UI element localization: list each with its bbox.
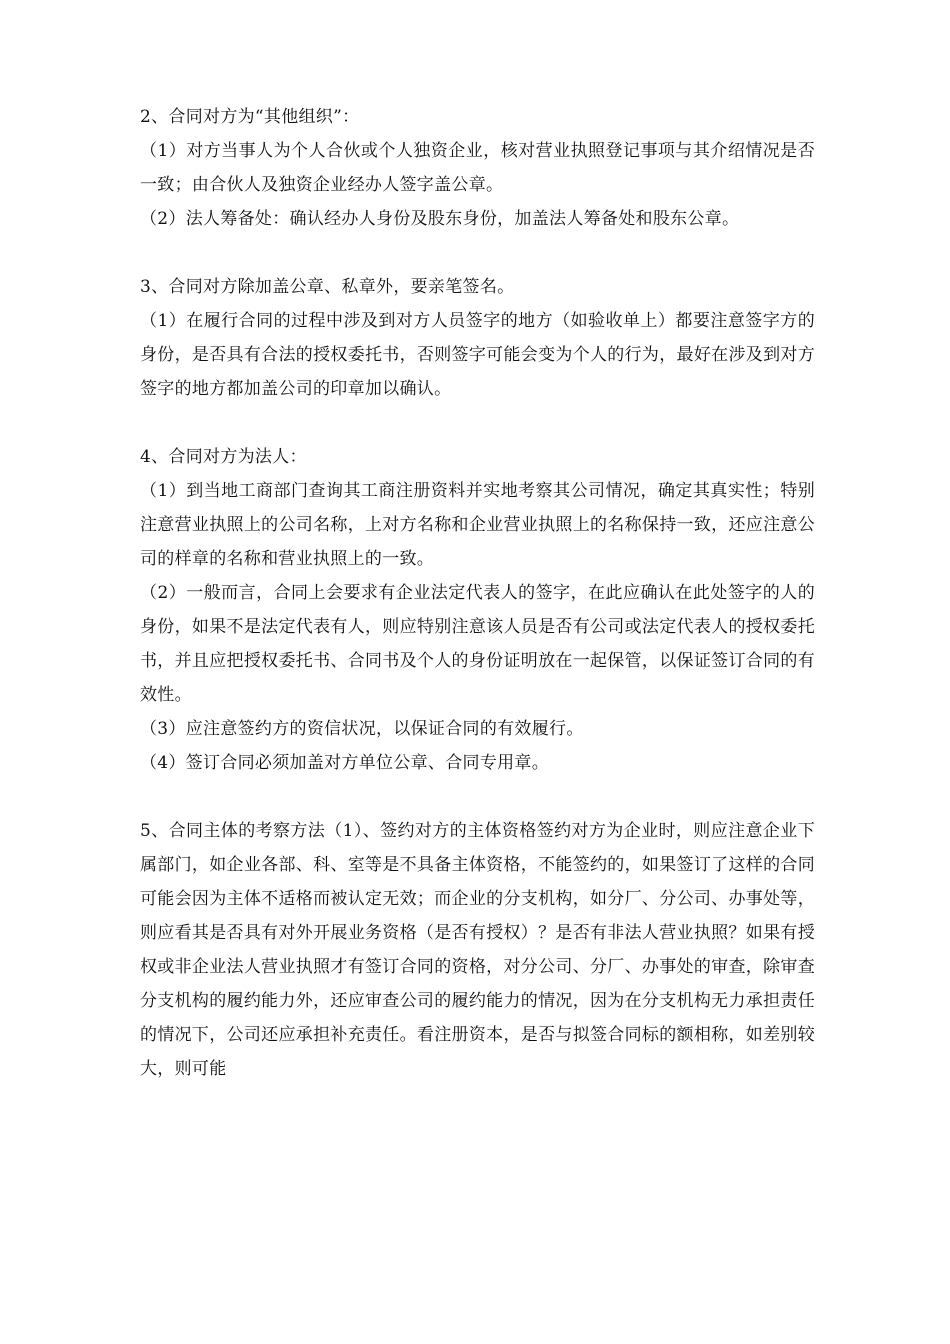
section-heading: 2、合同对方为“其他组织”： — [140, 107, 360, 127]
section-4 — [140, 440, 815, 780]
paragraph: （3）应注意签约方的资信状况，以保证合同的有效履行。 — [140, 719, 584, 739]
paragraph: （2）法人筹备处：确认经办人身份及股东身份，加盖法人筹备处和股东公章。 — [140, 209, 740, 229]
section-5 — [140, 814, 815, 1086]
paragraph: （4）签订合同必须加盖对方单位公章、合同专用章。 — [140, 753, 550, 773]
document-page — [140, 100, 815, 1120]
paragraph: 5、合同主体的考察方法（1）、签约对方的主体资格签约对方为企业时，则应注意企业下属部门，如企业各部、科、室等是不具备主体资格，不能签约的，如果签订了这样的合同可能会因为主体不适格而被认定无效；而企业的分支机构，如分厂、分公司、办事处等，则应看其是否具有对外开展业务资格（是否有授权）？是否有非法人营业执照？如果有授权或非企业法人营业执照才有签订合同的资格，对分公司、分厂、办事处的审查，除审查分支机构的履约能力外，还应审查公司的履约能力的情况，因为在分支机构无力承担责任的情况下，公司还应承担补充责任。看注册资本，是否与拟签合同标的额相称，如差别较大，则可能 — [140, 821, 815, 1079]
section-2 — [140, 100, 815, 236]
paragraph: （1）对方当事人为个人合伙或个人独资企业，核对营业执照登记事项与其介绍情况是否一致；由合伙人及独资企业经办人签字盖公章。 — [140, 141, 815, 195]
section-3 — [140, 270, 815, 406]
paragraph: （1）到当地工商部门查询其工商注册资料并实地考察其公司情况，确定其真实性；特别注意营业执照上的公司名称，上对方名称和企业营业执照上的名称保持一致，还应注意公司的样章的名称和营业执照上的一致。 — [140, 481, 815, 569]
paragraph: （2）一般而言，合同上会要求有企业法定代表人的签字，在此应确认在此处签字的人的身份，如果不是法定代表有人，则应特别注意该人员是否有公司或法定代表人的授权委托书，并且应把授权委托书、合同书及个人的身份证明放在一起保管，以保证签订合同的有效性。 — [140, 583, 815, 705]
section-heading: 3、合同对方除加盖公章、私章外，要亲笔签名。 — [140, 277, 515, 297]
section-heading: 4、合同对方为法人： — [140, 447, 307, 467]
paragraph: （1）在履行合同的过程中涉及到对方人员签字的地方（如验收单上）都要注意签字方的身份，是否具有合法的授权委托书，否则签字可能会变为个人的行为，最好在涉及到对方签字的地方都加盖公司的印章加以确认。 — [140, 311, 815, 399]
